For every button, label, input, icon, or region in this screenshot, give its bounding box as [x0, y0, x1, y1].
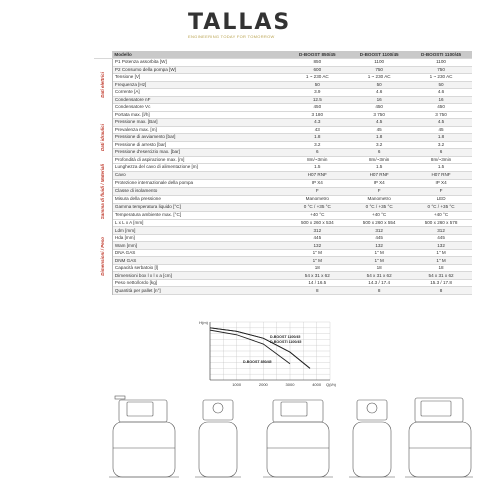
table-row: [94, 111, 472, 119]
row-value: 445: [348, 234, 410, 242]
chart-labels: [199, 320, 337, 387]
row-label: Tensione [V]: [112, 74, 286, 82]
row-value: 4.5: [348, 119, 410, 127]
row-value: 3 750: [348, 111, 410, 119]
row-label: Pressione di arresto [bar]: [112, 141, 286, 149]
table-row: [94, 219, 472, 227]
header-cell: D-BOOST 850/45: [286, 51, 348, 59]
pump-technical-drawings: [95, 388, 475, 483]
y-axis-label: H(m): [199, 320, 208, 325]
pump-side-view-1: [109, 396, 179, 477]
row-value: 54 x 31 x 62: [286, 272, 348, 280]
row-value: H07 RNF: [286, 171, 348, 179]
table-row: [94, 81, 472, 89]
table-row: [94, 242, 472, 250]
row-value: IP X4: [348, 179, 410, 187]
table-row: [94, 149, 472, 157]
row-value: H07 RNF: [410, 171, 472, 179]
row-value: 4.6: [410, 89, 472, 97]
table-row: [94, 211, 472, 219]
table-row: [94, 119, 472, 127]
table-row: [94, 104, 472, 112]
row-value: 16: [410, 96, 472, 104]
row-label: Condensatore Vc: [112, 104, 286, 112]
row-value: 3.9: [286, 89, 348, 97]
performance-chart: [188, 318, 338, 393]
row-label: Frequenza [Hz]: [112, 81, 286, 89]
row-value: 18: [286, 264, 348, 272]
section-title: Dati elettrici: [99, 72, 105, 98]
row-value: 50: [410, 81, 472, 89]
table-row: [94, 203, 472, 211]
row-value: 1.8: [348, 134, 410, 142]
row-label: Portata max. [l/h]: [112, 111, 286, 119]
row-value: 1 ~ 230 AC: [286, 74, 348, 82]
brand-name: TALLAS: [188, 10, 292, 35]
row-value: 54 x 31 x 62: [348, 272, 410, 280]
row-label: Temperatura ambiente max. [°C]: [112, 211, 286, 219]
row-label: Pressione max. [Bar]: [112, 119, 286, 127]
row-value: 500 x 260 x 534: [286, 219, 348, 227]
row-value: 1" M: [286, 257, 348, 265]
header-spacer: [94, 51, 112, 59]
section-label-cell: [94, 219, 112, 294]
curve-label: D-BOOSTI 1100/45: [270, 340, 302, 344]
row-value: 450: [348, 104, 410, 112]
row-value: 600: [286, 66, 348, 74]
row-label: DNA GAS: [112, 249, 286, 257]
table-row: [94, 257, 472, 265]
row-value: 50: [286, 81, 348, 89]
table-row: [94, 234, 472, 242]
x-tick-label: 3000: [285, 382, 295, 387]
row-value: 14.3 / 17.4: [348, 279, 410, 287]
row-label: Prevalenza max. [m]: [112, 126, 286, 134]
section-label-cell: [94, 59, 112, 112]
row-value: 132: [410, 242, 472, 250]
x-tick-label: 4000: [312, 382, 322, 387]
row-value: LED: [410, 195, 472, 203]
row-value: 1.8: [410, 134, 472, 142]
table-row: [94, 272, 472, 280]
row-value: 1" M: [410, 249, 472, 257]
table-row: [94, 156, 472, 164]
row-label: Corrente [A]: [112, 89, 286, 97]
row-label: Misura della pressione: [112, 195, 286, 203]
row-value: H07 RNF: [348, 171, 410, 179]
row-value: 16: [348, 96, 410, 104]
row-label: Cavo: [112, 171, 286, 179]
table-row: [94, 287, 472, 295]
row-value: 0 °C / +35 °C: [348, 203, 410, 211]
table-row: [94, 187, 472, 195]
row-value: 54 x 31 x 62: [410, 272, 472, 280]
header-row: [94, 51, 472, 59]
row-value: 850: [286, 59, 348, 67]
row-value: 18: [410, 264, 472, 272]
row-label: Protezione internazionale della pompa: [112, 179, 286, 187]
row-value: 1.5: [286, 164, 348, 172]
row-label: Pressione di avviamento [bar]: [112, 134, 286, 142]
row-label: Wam [mm]: [112, 242, 286, 250]
row-value: 1.5: [410, 164, 472, 172]
row-label: Peso netto/lordo [kg]: [112, 279, 286, 287]
table-row: [94, 134, 472, 142]
row-value: 500 x 260 x 578: [410, 219, 472, 227]
row-value: 6: [348, 149, 410, 157]
row-value: 132: [286, 242, 348, 250]
row-label: Capacità serbatoio [l]: [112, 264, 286, 272]
row-value: 3 180: [286, 111, 348, 119]
row-value: 0 °C / +35 °C: [410, 203, 472, 211]
pump-side-view-2: [263, 400, 333, 477]
row-value: 312: [348, 227, 410, 235]
section-label-cell: [94, 164, 112, 220]
pump-side-view-3: [405, 398, 473, 477]
row-label: L x L x A [mm]: [112, 219, 286, 227]
row-label: Profondità di aspirazione max. [m]: [112, 156, 286, 164]
row-label: Pressione d'esercizio max. [bar]: [112, 149, 286, 157]
row-value: 1" M: [348, 249, 410, 257]
row-value: 1100: [348, 59, 410, 67]
row-value: +40 °C: [286, 211, 348, 219]
row-value: 18: [348, 264, 410, 272]
table-row: [94, 249, 472, 257]
row-value: F: [348, 187, 410, 195]
row-value: 3.2: [286, 141, 348, 149]
table-row: [94, 96, 472, 104]
row-value: 1100: [410, 59, 472, 67]
section-title: Dimensioni / Peso: [99, 237, 105, 277]
row-value: 6: [410, 149, 472, 157]
table-row: [94, 279, 472, 287]
section-title: Gamma di fluidi / Materiali: [99, 163, 105, 220]
row-label: Ldm [mm]: [112, 227, 286, 235]
header-cell: D-BOOST 1100/45: [348, 51, 410, 59]
table-row: [94, 171, 472, 179]
row-value: 8: [410, 287, 472, 295]
curve-label: D-BOOST 1100/45: [270, 335, 301, 339]
row-value: F: [410, 187, 472, 195]
row-value: IP X4: [410, 179, 472, 187]
row-value: 8m/~3min: [286, 156, 348, 164]
row-value: 43: [286, 126, 348, 134]
row-value: IP X4: [286, 179, 348, 187]
table-row: [94, 59, 472, 67]
row-value: 1" M: [410, 257, 472, 265]
table-row: [94, 126, 472, 134]
row-value: 132: [348, 242, 410, 250]
row-value: 4.5: [410, 119, 472, 127]
row-value: 14 / 16.5: [286, 279, 348, 287]
row-value: 15.3 / 17.8: [410, 279, 472, 287]
row-value: F: [286, 187, 348, 195]
row-value: 450: [410, 104, 472, 112]
row-value: 1" M: [348, 257, 410, 265]
table-row: [94, 264, 472, 272]
row-value: 500 x 260 x 554: [348, 219, 410, 227]
row-value: 1 ~ 230 AC: [410, 74, 472, 82]
pump-front-view-2: [349, 400, 395, 477]
table-row: [94, 66, 472, 74]
row-value: 3 750: [410, 111, 472, 119]
row-value: 12.5: [286, 96, 348, 104]
spec-table: [94, 51, 472, 295]
row-value: 445: [286, 234, 348, 242]
row-value: 1 ~ 230 AC: [348, 74, 410, 82]
row-value: 312: [286, 227, 348, 235]
row-value: Manometro: [348, 195, 410, 203]
row-value: 312: [410, 227, 472, 235]
row-value: 8: [348, 287, 410, 295]
row-value: 750: [348, 66, 410, 74]
row-value: 445: [410, 234, 472, 242]
row-value: 8m/~3min: [348, 156, 410, 164]
section-title: Dati idraulici: [99, 123, 105, 151]
row-label: Hda [mm]: [112, 234, 286, 242]
table-row: [94, 227, 472, 235]
row-label: Gamma temperatura liquido [°C]: [112, 203, 286, 211]
brand-tagline: ENGINEERING TODAY FOR TOMORROW: [188, 34, 275, 39]
row-value: 3.2: [410, 141, 472, 149]
pump-front-view-1: [195, 400, 241, 477]
row-value: +40 °C: [348, 211, 410, 219]
spec-table-body: [94, 59, 472, 295]
row-label: Lunghezza del cavo di alimentazione [m]: [112, 164, 286, 172]
row-label: Quantità per pallet [n°]: [112, 287, 286, 295]
section-label-cell: [94, 111, 112, 164]
row-value: 3.2: [348, 141, 410, 149]
spec-table-header: [94, 51, 472, 59]
row-label: P2 Consumo della pompa [W]: [112, 66, 286, 74]
row-value: 450: [286, 104, 348, 112]
row-value: +40 °C: [410, 211, 472, 219]
row-value: 6: [286, 149, 348, 157]
chart-grid: [210, 322, 330, 380]
row-value: 50: [348, 81, 410, 89]
table-row: [94, 141, 472, 149]
row-label: Condensatore nF: [112, 96, 286, 104]
row-value: 1" M: [286, 249, 348, 257]
row-value: 1.8: [286, 134, 348, 142]
row-label: DNM GAS: [112, 257, 286, 265]
header-cell: D-BOOSTI 1100/45: [410, 51, 472, 59]
curve-label: D-BOOST 850/45: [243, 360, 272, 364]
x-tick-label: 2000: [258, 382, 268, 387]
row-value: 8m/~3min: [410, 156, 472, 164]
x-tick-label: 1000: [232, 382, 242, 387]
table-row: [94, 89, 472, 97]
table-row: [94, 74, 472, 82]
row-value: 4.3: [286, 119, 348, 127]
row-label: Dimensioni box l x l x a [cm]: [112, 272, 286, 280]
table-row: [94, 179, 472, 187]
x-axis-label: Q(l/h): [326, 382, 336, 387]
row-value: 750: [410, 66, 472, 74]
row-value: 4.6: [348, 89, 410, 97]
row-value: 45: [410, 126, 472, 134]
row-value: 1.5: [348, 164, 410, 172]
brand-logo: [188, 10, 328, 39]
table-row: [94, 164, 472, 172]
row-value: 8: [286, 287, 348, 295]
row-value: 45: [348, 126, 410, 134]
row-value: 0 °C / +35 °C: [286, 203, 348, 211]
table-row: [94, 195, 472, 203]
row-value: Manometro: [286, 195, 348, 203]
row-label: P1 Potenza assorbita [W]: [112, 59, 286, 67]
row-label: Classe di isolamento: [112, 187, 286, 195]
header-cell: Modello: [112, 51, 286, 59]
